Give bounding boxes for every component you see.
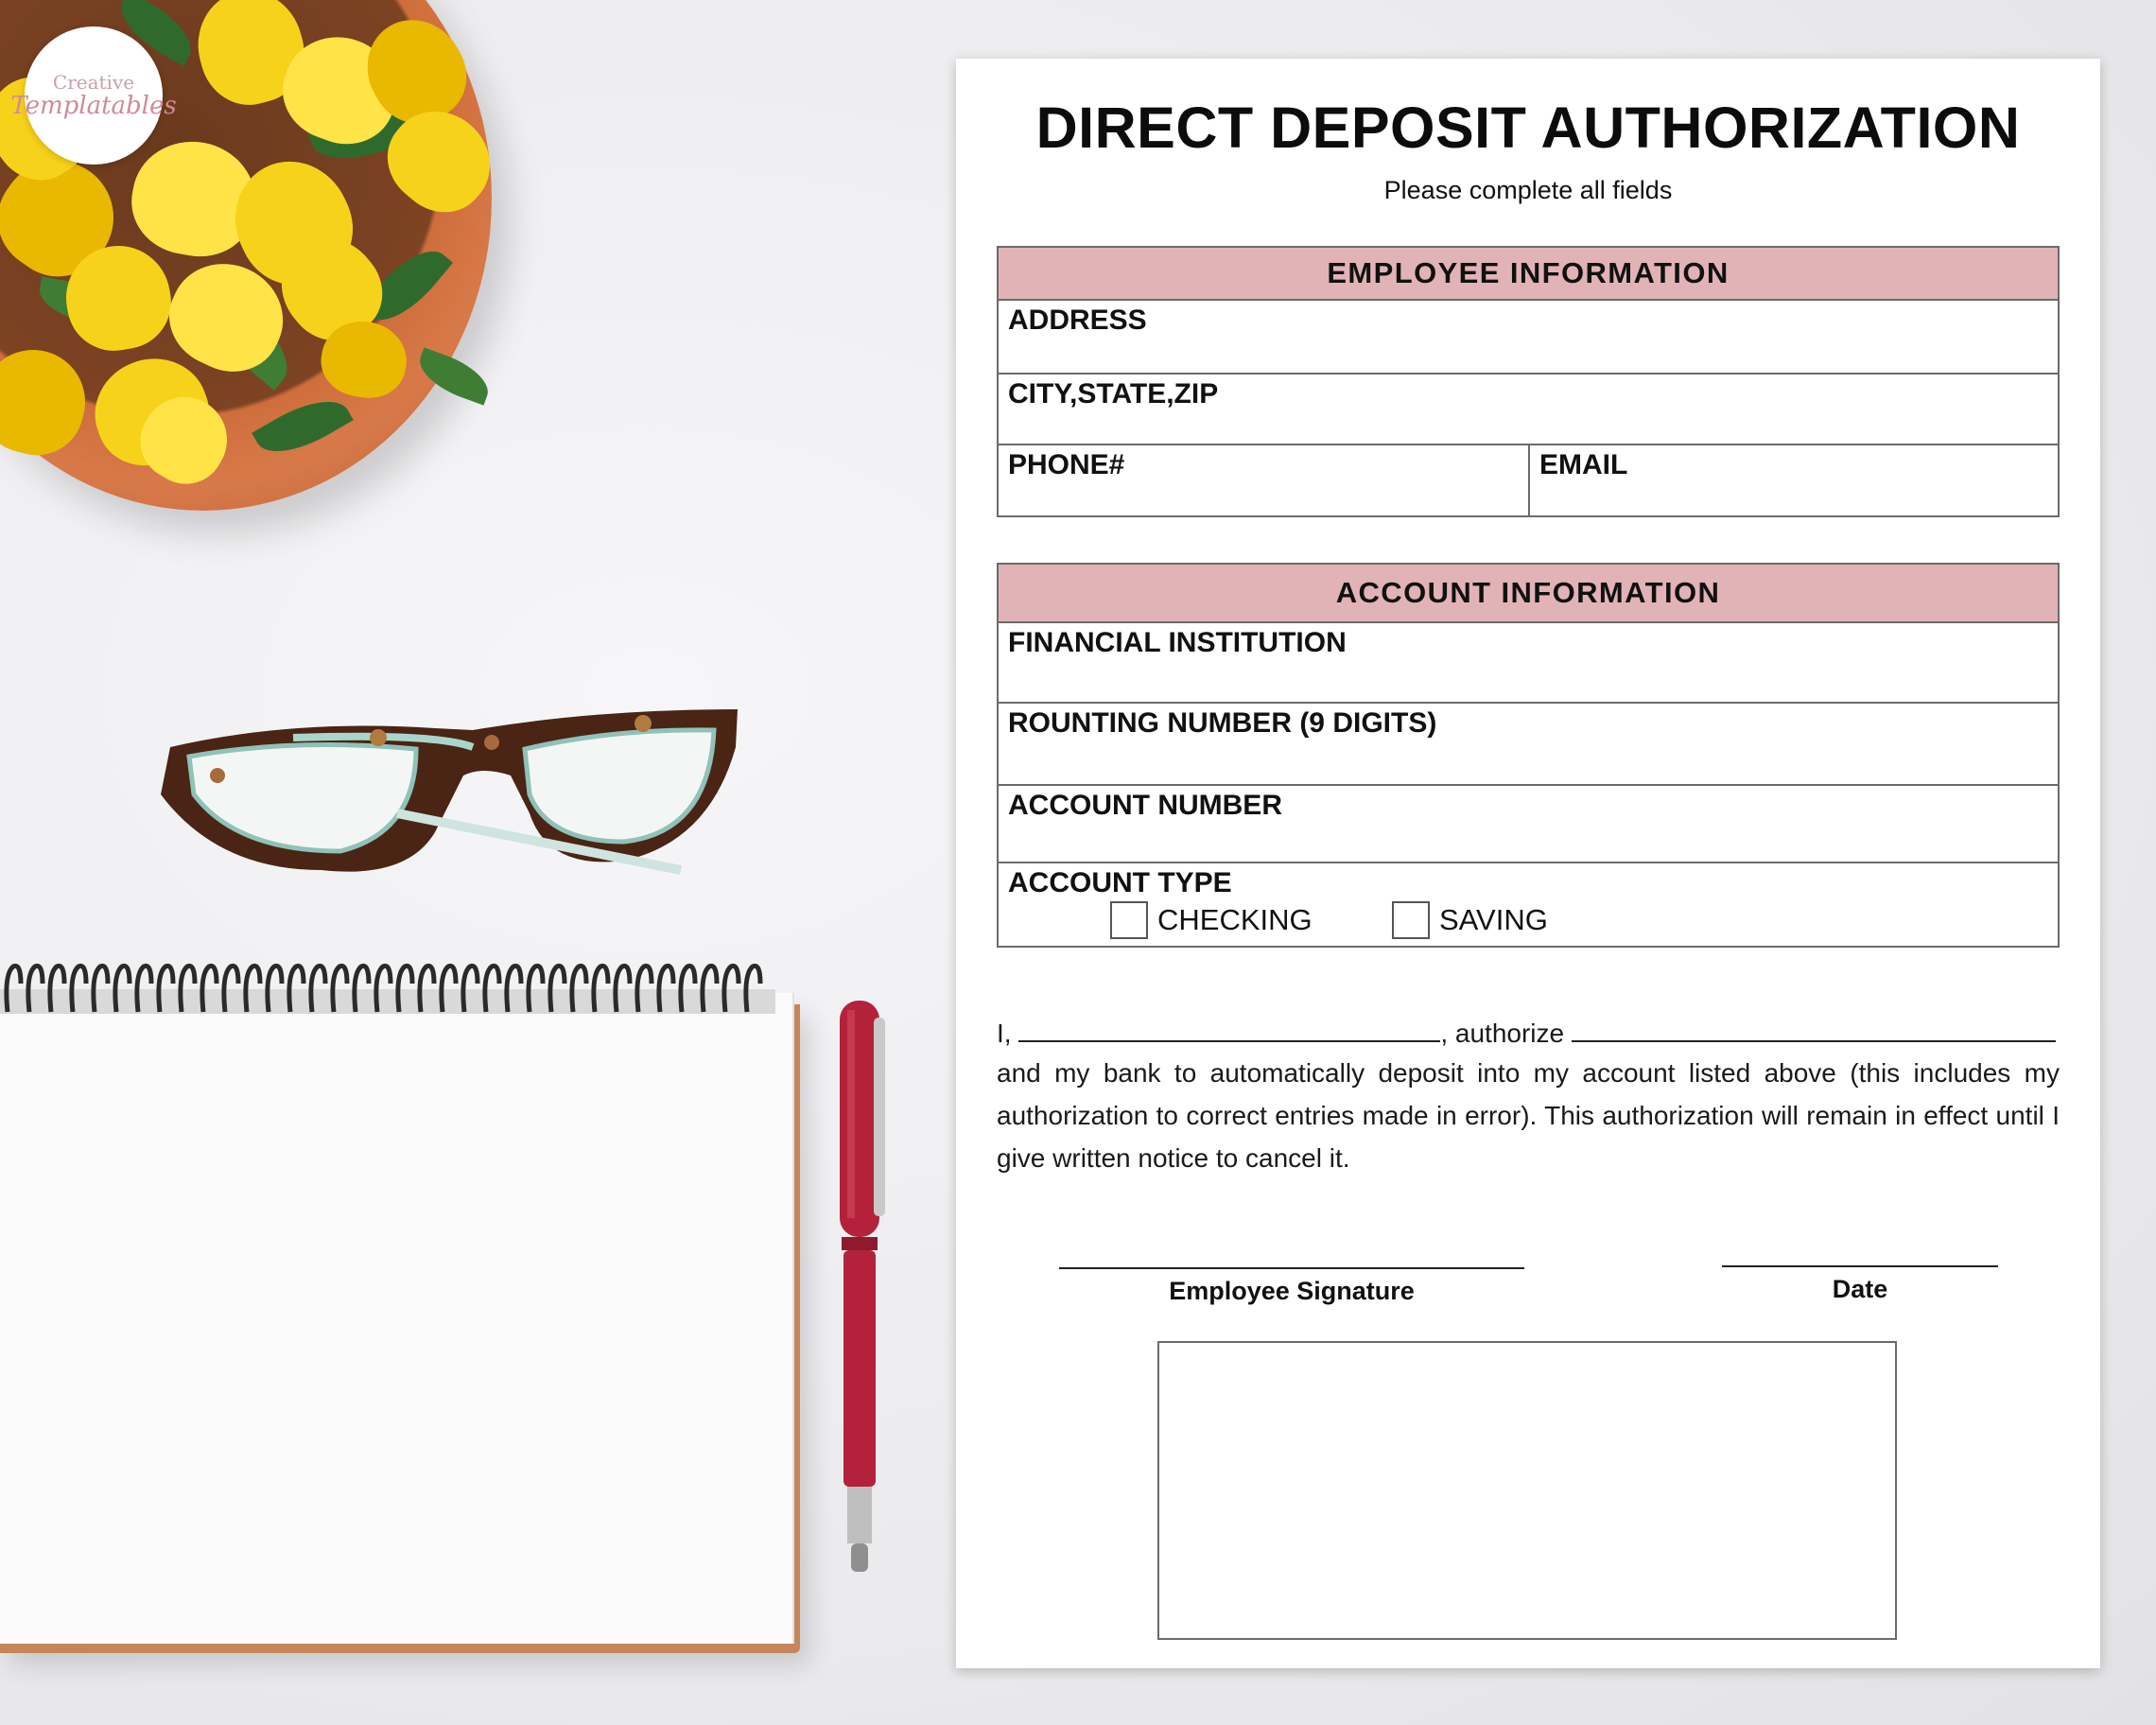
date-caption: Date (1832, 1275, 1888, 1303)
employee-section-header: EMPLOYEE INFORMATION (999, 248, 2058, 301)
form-subtitle: Please complete all fields (1383, 176, 1673, 204)
city-state-zip-field[interactable] (999, 375, 2058, 445)
eyeglasses (151, 690, 756, 880)
phone-field[interactable] (999, 445, 1528, 515)
account-number-field[interactable] (999, 786, 2058, 863)
address-field[interactable] (999, 301, 2058, 375)
signature-box[interactable] (1157, 1341, 1897, 1640)
company-name-blank[interactable] (1572, 1014, 2056, 1042)
account-number-label: ACCOUNT NUMBER (1008, 790, 1282, 821)
checking-checkbox[interactable] (1110, 901, 1148, 939)
account-section-header: ACCOUNT INFORMATION (999, 565, 2058, 623)
saving-option[interactable] (1392, 901, 1548, 939)
red-pen (836, 1001, 902, 1577)
employee-name-blank[interactable] (1018, 1014, 1440, 1042)
checking-label: CHECKING (1157, 903, 1313, 936)
account-information-section (997, 563, 2060, 948)
notebook-spiral (0, 955, 775, 1031)
financial-institution-label: FINANCIAL INSTITUTION (1008, 627, 1347, 658)
account-type-field (999, 863, 2058, 946)
authorization-line (997, 1014, 2060, 1056)
date-line[interactable] (1722, 1265, 1998, 1267)
address-label: ADDRESS (1008, 305, 1147, 336)
phone-email-row (999, 445, 2058, 515)
saving-checkbox[interactable] (1392, 901, 1430, 939)
city-state-zip-label: CITY,STATE,ZIP (1008, 378, 1219, 409)
routing-number-label: ROUNTING NUMBER (9 DIGITS) (1008, 707, 1437, 739)
form-title: DIRECT DEPOSIT AUTHORIZATION (1035, 96, 2021, 160)
deposit-form (956, 59, 2100, 1668)
email-label: EMAIL (1539, 449, 1628, 480)
financial-institution-field[interactable] (999, 623, 2058, 704)
checking-option[interactable] (1110, 901, 1313, 939)
email-field[interactable] (1528, 445, 2058, 515)
authorization-body: and my bank to automatically deposit into my account listed above (this includes my authorization to correct entries made in error). This authorization will remain in effect until I give written notice to cancel it. (997, 1058, 2060, 1173)
brand-line-2: Templatables (10, 92, 177, 120)
phone-label: PHONE# (1008, 449, 1125, 480)
routing-number-field[interactable] (999, 704, 2058, 786)
brand-logo-badge (10, 26, 177, 165)
notebook-page (0, 993, 794, 1644)
employee-information-section (997, 246, 2060, 517)
brand-line-1: Creative (52, 71, 135, 94)
employee-signature-caption: Employee Signature (1169, 1277, 1415, 1305)
account-type-label: ACCOUNT TYPE (1008, 867, 1232, 898)
authorization-prefix: I, (997, 1019, 1012, 1048)
saving-label: SAVING (1439, 903, 1548, 936)
employee-signature-line[interactable] (1059, 1267, 1524, 1269)
authorization-middle: , authorize (1440, 1019, 1565, 1048)
